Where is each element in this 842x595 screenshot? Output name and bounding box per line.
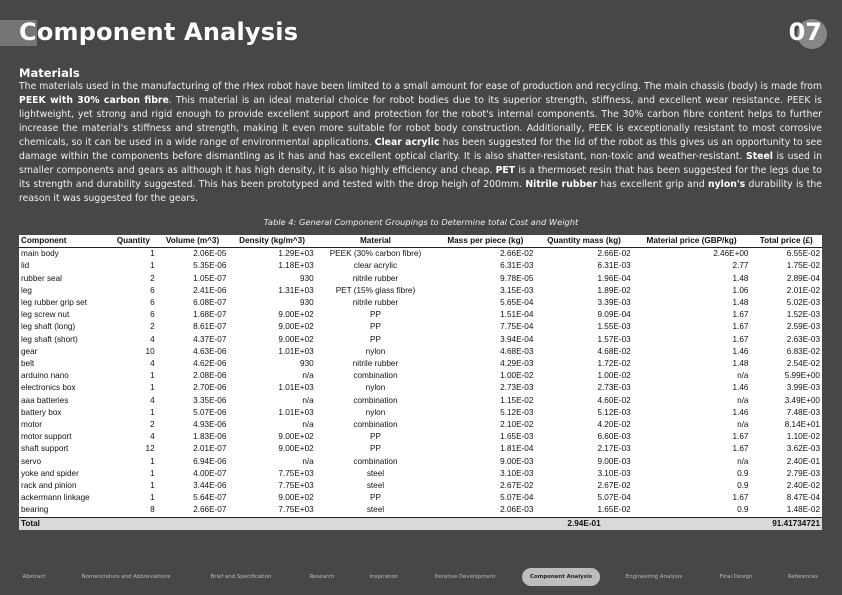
table-cell: gear	[21, 346, 38, 356]
table-cell: 1	[150, 456, 155, 466]
table-cell: 1.67	[732, 322, 749, 332]
table-cell: leg rubber grip set	[21, 298, 87, 308]
table-cell: 1.52E-03	[786, 310, 820, 320]
table-cell: 2.73E-03	[500, 383, 534, 393]
table-cell: 6.94E-06	[193, 456, 227, 466]
table-cell: 7.75E+03	[278, 505, 314, 515]
table-cell: 8.61E-07	[193, 322, 227, 332]
table-row	[19, 309, 822, 321]
table-cell: shaft support	[21, 444, 69, 454]
table-row	[19, 431, 822, 443]
table-cell: 2.70E-06	[193, 383, 227, 393]
table-cell: clear acrylic	[353, 261, 398, 271]
table-cell: 6	[150, 285, 155, 295]
table-cell: 1.55E-03	[597, 322, 631, 332]
table-cell: 5.35E-06	[193, 261, 227, 271]
table-cell: 1.83E-06	[193, 432, 227, 442]
table-cell: 2.40E-01	[786, 456, 820, 466]
table-cell: 4.68E-03	[500, 346, 534, 356]
table-cell: 1	[150, 261, 155, 271]
table-cell: n/a	[302, 371, 314, 381]
table-cell: 4.93E-06	[193, 420, 227, 430]
table-cell: 1	[150, 249, 155, 259]
table-cell: 5.07E-04	[500, 493, 534, 503]
material-highlight: nylon's	[707, 179, 746, 190]
material-highlight: PEEK with 30% carbon fibre	[19, 95, 169, 106]
table-cell: 0.9	[737, 481, 749, 491]
table-cell: 5.12E-03	[500, 407, 534, 417]
table-cell: 1	[150, 468, 155, 478]
paragraph-text: has been suggested for the lid of the robot as this gives us an opportunity to see damage within the components before dismantling as it has and has excellent optical clarity. It is also shatter-resistant, non-toxic and weather-resistant.	[19, 137, 822, 162]
table-caption: Table 4: General Component Groupings to Determine total Cost and Weight	[263, 217, 579, 227]
table-cell: nylon	[365, 407, 386, 417]
table-cell: 1.48E-02	[786, 505, 820, 515]
table-cell: 2.54E-02	[786, 359, 820, 369]
material-highlight: Clear acrylic	[374, 137, 440, 148]
table-cell: 2.66E-02	[500, 249, 534, 259]
table-cell: PEEK (30% carbon fibre)	[329, 249, 422, 259]
nav-item-nomenclature-and-abbreviations[interactable]: Nomenclature and Abbreviations	[81, 574, 171, 580]
table-cell: rack and pinion	[21, 481, 77, 491]
table-cell: 4.00E-07	[193, 468, 227, 478]
table-cell: 1.57E-03	[597, 334, 631, 344]
table-cell: 4	[150, 395, 155, 405]
table-cell: 3.15E-03	[500, 285, 534, 295]
table-cell: 9.00E+02	[278, 334, 314, 344]
table-cell: 1.00E-02	[500, 371, 534, 381]
table-cell: 3.94E-04	[500, 334, 534, 344]
table-cell: 4.37E-07	[193, 334, 227, 344]
table-row	[19, 370, 822, 382]
table-row	[19, 358, 822, 370]
table-cell: 6.55E-02	[786, 249, 820, 259]
column-header: Total price (£)	[750, 235, 822, 248]
table-cell: 8.14E+01	[784, 420, 820, 430]
table-cell: 2.79E-03	[786, 468, 820, 478]
table-row	[19, 395, 822, 407]
table-row	[19, 334, 822, 346]
table-cell: 6	[150, 298, 155, 308]
table-cell: 2.10E-02	[500, 420, 534, 430]
component-table	[19, 235, 822, 530]
table-cell: 1	[150, 493, 155, 503]
table-cell: 1	[150, 481, 155, 491]
nav-item-research[interactable]: Research	[309, 574, 335, 580]
table-cell: 9.00E+02	[278, 322, 314, 332]
table-cell: bearing	[21, 505, 49, 515]
table-row	[19, 273, 822, 285]
table-cell: 9.00E+02	[278, 432, 314, 442]
paragraph-text: The materials used in the manufacturing of the rHex robot have been limited to a small amount for ease of production and recycling. The main chassis (body) is made from	[19, 81, 822, 92]
table-cell: PP	[370, 310, 381, 320]
table-cell: PP	[370, 432, 381, 442]
table-cell: 2	[150, 420, 155, 430]
table-cell: PET (15% glass fibre)	[335, 285, 416, 295]
table-cell: PP	[370, 322, 381, 332]
table-cell: 1.46	[732, 346, 749, 356]
table-cell: 4.60E-02	[597, 395, 631, 405]
table-cell: 1	[150, 371, 155, 381]
table-cell: 3.35E-06	[193, 395, 227, 405]
table-cell: main body	[21, 249, 59, 259]
table-cell: 930	[300, 359, 314, 369]
table-cell: arduino nano	[21, 371, 69, 381]
table-cell: 1.67	[732, 432, 749, 442]
table-cell	[435, 517, 535, 530]
table-cell: nitrile rubber	[352, 298, 399, 308]
total-row	[19, 517, 822, 530]
nav-item-final-design[interactable]: Final Design	[719, 574, 753, 580]
table-cell	[110, 517, 157, 530]
table-row	[19, 382, 822, 394]
table-row	[19, 419, 822, 431]
nav-item-inspiration[interactable]: Inspiration	[369, 574, 399, 580]
table-cell: 1.68E-07	[193, 310, 227, 320]
table-cell: rubber seal	[21, 273, 62, 283]
table-cell: 2	[150, 322, 155, 332]
table-cell: motor support	[21, 432, 72, 442]
table-cell: 4	[150, 334, 155, 344]
table-cell: 1.31E+03	[278, 285, 314, 295]
table-cell: 9.78E-05	[500, 273, 534, 283]
table-cell: 1.96E-04	[597, 273, 631, 283]
table-cell: 2.73E-03	[597, 383, 631, 393]
table-cell	[633, 517, 751, 530]
table-row	[19, 260, 822, 272]
table-cell: 3.62E-03	[786, 444, 820, 454]
table-cell: 4.62E-06	[193, 359, 227, 369]
column-header: Density (kg/m^3)	[228, 235, 315, 248]
table-cell: 1.65E-03	[500, 432, 534, 442]
table-cell: 4.29E-03	[500, 359, 534, 369]
table-cell: 5.99E+00	[784, 371, 820, 381]
table-cell: 4	[150, 432, 155, 442]
table-cell: 1.18E+03	[278, 261, 314, 271]
table-cell	[157, 517, 229, 530]
table-cell: 9.00E+02	[278, 310, 314, 320]
table-cell: 1.46	[732, 383, 749, 393]
table-cell: 1.01E+03	[278, 346, 314, 356]
table-cell: 2.01E-07	[193, 444, 227, 454]
table-cell: 930	[300, 273, 314, 283]
table-cell: 3.39E-03	[597, 298, 631, 308]
table-cell: n/a	[737, 456, 749, 466]
table-cell: steel	[366, 505, 385, 515]
table-row	[19, 480, 822, 492]
material-highlight: Steel	[746, 151, 773, 162]
table-cell: 3.10E-03	[597, 468, 631, 478]
paragraph-text: . This material is an ideal material choice for robot bodies due to its superior strength, stiffness, and excellent wear resistance. PEEK is lightweight, yet strong and rigid enough to provide excellent support and protection for the robot's internal components. The 30% carbon fibre content helps to further increase the material's stiffness and strength, making it even more suitable for robot body construction. Additionally, PEEK is exceptionally resistant to most corrosive chemicals, so it can be used in a wide range of environmental applications.	[19, 95, 822, 148]
table-cell: leg	[21, 285, 32, 295]
table-cell: electronics box	[21, 383, 76, 393]
table-cell: 12	[145, 444, 155, 454]
table-cell: 9.09E-04	[597, 310, 631, 320]
table-cell: steel	[366, 468, 385, 478]
table-cell: 1.75E-02	[786, 261, 820, 271]
table-cell: n/a	[737, 420, 749, 430]
table-cell: 1.01E+03	[278, 407, 314, 417]
table-cell: 6.60E-03	[597, 432, 631, 442]
table-cell: 2.67E-02	[597, 481, 631, 491]
page-number: 07	[788, 18, 822, 46]
table-cell: 6.83E-02	[786, 346, 820, 356]
table-cell: 6.31E-03	[597, 261, 631, 271]
table-cell: 2.06E-03	[500, 505, 534, 515]
table-cell: nitrile rubber	[352, 359, 399, 369]
column-header: Quantity mass (kg)	[535, 235, 632, 248]
table-cell: 3.44E-06	[193, 481, 227, 491]
table-cell: 930	[300, 298, 314, 308]
table-cell: 1.48	[732, 273, 749, 283]
table-cell: 1.06	[732, 285, 749, 295]
table-cell: 1.00E-02	[597, 371, 631, 381]
table-cell: 2.77	[732, 261, 749, 271]
table-cell: 1	[150, 383, 155, 393]
paragraph-text: has excellent grip and	[597, 179, 708, 190]
table-cell: 7.75E+03	[278, 481, 314, 491]
table-cell: 1.15E-02	[500, 395, 534, 405]
nav-item-engineering-analysis[interactable]: Engineering Analysis	[625, 574, 683, 580]
table-cell: 2.41E-06	[193, 285, 227, 295]
paragraph-text: is a thermoset resin that has been suggested for the legs due to its strength and durability suggested. This has been prototyped and tested with the drop heigh of 200mm.	[19, 165, 822, 190]
table-cell: 5.12E-03	[597, 407, 631, 417]
table-cell: 10	[145, 346, 155, 356]
table-cell: leg shaft (short)	[21, 334, 78, 344]
table-cell: aaa batteries	[21, 395, 69, 405]
table-cell: 1.48	[732, 298, 749, 308]
table-cell: nylon	[365, 383, 386, 393]
table-cell: 1.10E-02	[786, 432, 820, 442]
material-highlight: PET	[495, 165, 516, 176]
table-cell: 7.75E+03	[278, 468, 314, 478]
table-cell: nitrile rubber	[352, 273, 399, 283]
table-cell: 1.46	[732, 407, 749, 417]
table-cell: 9.00E-03	[500, 456, 534, 466]
table-row	[19, 248, 822, 261]
table-cell: 2.40E-02	[786, 481, 820, 491]
table-cell: 1.29E+03	[278, 249, 314, 259]
nav-item-references[interactable]: References	[788, 574, 818, 580]
table-cell: combination	[353, 456, 398, 466]
total-price: 91.41734721	[750, 517, 822, 530]
table-cell: yoke and spider	[21, 468, 79, 478]
table-cell: n/a	[302, 456, 314, 466]
table-cell: 6	[150, 310, 155, 320]
table-cell: combination	[353, 371, 398, 381]
table-cell: 2	[150, 273, 155, 283]
table-row	[19, 468, 822, 480]
table-cell: 2.67E-02	[500, 481, 534, 491]
table-cell: 1.65E-02	[597, 505, 631, 515]
table-cell: 4.68E-02	[597, 346, 631, 356]
column-header: Mass per piece (kg)	[435, 235, 535, 248]
table-cell: 4	[150, 359, 155, 369]
table-row	[19, 285, 822, 297]
table-cell: 1.05E-07	[193, 273, 227, 283]
table-cell: PP	[370, 334, 381, 344]
nav-item-abstract[interactable]: Abstract	[22, 574, 46, 580]
section-heading: Materials	[19, 66, 80, 80]
table-cell: 1	[150, 407, 155, 417]
table-cell: ackermann linkage	[21, 493, 90, 503]
table-cell: 1.01E+03	[278, 383, 314, 393]
table-cell: 2.59E-03	[786, 322, 820, 332]
table-row	[19, 407, 822, 419]
table-cell: n/a	[302, 420, 314, 430]
table-cell: 5.02E-03	[786, 298, 820, 308]
total-mass: 2.94E-01	[535, 517, 632, 530]
table-cell: lid	[21, 261, 30, 271]
table-cell: 4.20E-02	[597, 420, 631, 430]
table-cell: 1.72E-02	[597, 359, 631, 369]
column-header: Quantity	[110, 235, 157, 248]
table-cell: 1.51E-04	[500, 310, 534, 320]
table-cell: 7.48E-03	[786, 407, 820, 417]
table-cell: 4.63E-06	[193, 346, 227, 356]
table-cell: steel	[366, 481, 385, 491]
table-cell: 2.66E-02	[597, 249, 631, 259]
table-cell: combination	[353, 395, 398, 405]
table-cell: 1.48	[732, 359, 749, 369]
table-cell: 1.67	[732, 444, 749, 454]
table-cell: 7.75E-04	[500, 322, 534, 332]
table-cell: leg shaft (long)	[21, 322, 76, 332]
table-cell: n/a	[737, 371, 749, 381]
table-row	[19, 492, 822, 504]
table-cell: belt	[21, 359, 35, 369]
column-header: Volume (m^3)	[157, 235, 229, 248]
table-cell: 9.00E-03	[597, 456, 631, 466]
table-cell: 1.67	[732, 493, 749, 503]
table-cell: n/a	[737, 395, 749, 405]
table-cell: 1.81E-04	[500, 444, 534, 454]
table-cell: 2.17E-03	[597, 444, 631, 454]
table-cell: leg screw nut	[21, 310, 70, 320]
paragraph-text: is used in smaller components and gears as although it has high density, it is also highly efficiency and cheap.	[19, 151, 822, 176]
table-cell: 8	[150, 505, 155, 515]
column-header: Material	[316, 235, 436, 248]
table-cell: 3.10E-03	[500, 468, 534, 478]
table-cell: 3.49E+00	[784, 395, 820, 405]
table-row	[19, 443, 822, 455]
table-row	[19, 321, 822, 333]
table-cell: 1.89E-02	[597, 285, 631, 295]
table-cell: 2.08E-06	[193, 371, 227, 381]
table-row	[19, 504, 822, 517]
table-cell: 9.00E+02	[278, 444, 314, 454]
page-title: Component Analysis	[19, 18, 299, 46]
table-cell: combination	[353, 420, 398, 430]
table-cell: 1.67	[732, 334, 749, 344]
table-cell	[228, 517, 315, 530]
table-cell: 6.31E-03	[500, 261, 534, 271]
table-cell: 5.07E-04	[597, 493, 631, 503]
table-cell: 5.07E-06	[193, 407, 227, 417]
table-cell: nylon	[365, 346, 386, 356]
material-highlight: Nitrile rubber	[525, 179, 598, 190]
total-label: Total	[19, 517, 110, 530]
table-cell: PP	[370, 493, 381, 503]
table-cell: motor	[21, 420, 42, 430]
table-cell: 6.08E-07	[193, 298, 227, 308]
table-cell: battery box	[21, 407, 62, 417]
table-cell: PP	[370, 444, 381, 454]
table-cell: 9.00E+02	[278, 493, 314, 503]
table-cell: 2.01E-02	[786, 285, 820, 295]
table-cell: servo	[21, 456, 42, 466]
nav-item-brief-and-specification[interactable]: Brief and Specification	[210, 574, 272, 580]
table-cell: 1.67	[732, 310, 749, 320]
table-cell	[316, 517, 436, 530]
table-cell: 2.66E-07	[193, 505, 227, 515]
table-header-row	[19, 235, 822, 248]
table-row	[19, 297, 822, 309]
column-header: Material price (GBP/kg)	[633, 235, 751, 248]
table-cell: 0.9	[737, 468, 749, 478]
table-cell: 3.99E-03	[786, 383, 820, 393]
table-cell: 8.47E-04	[786, 493, 820, 503]
nav-item-iterative-development[interactable]: Iterative Development	[434, 574, 496, 580]
table-cell: 2.63E-03	[786, 334, 820, 344]
paragraph-text: durability is the reason it was suggested for the gears.	[19, 179, 822, 204]
bottom-navigation	[0, 568, 842, 586]
table-cell: 5.64E-07	[193, 493, 227, 503]
table-cell: 2.06E-05	[193, 249, 227, 259]
table-cell: n/a	[302, 395, 314, 405]
nav-item-component-analysis[interactable]: Component Analysis	[522, 568, 600, 586]
table-row	[19, 456, 822, 468]
table-cell: 0.9	[737, 505, 749, 515]
table-cell: 2.89E-04	[786, 273, 820, 283]
table-row	[19, 346, 822, 358]
column-header: Component	[19, 235, 110, 248]
table-cell: 5.65E-04	[500, 298, 534, 308]
table-cell: 2.46E+00	[713, 249, 749, 259]
materials-paragraph	[19, 80, 822, 206]
